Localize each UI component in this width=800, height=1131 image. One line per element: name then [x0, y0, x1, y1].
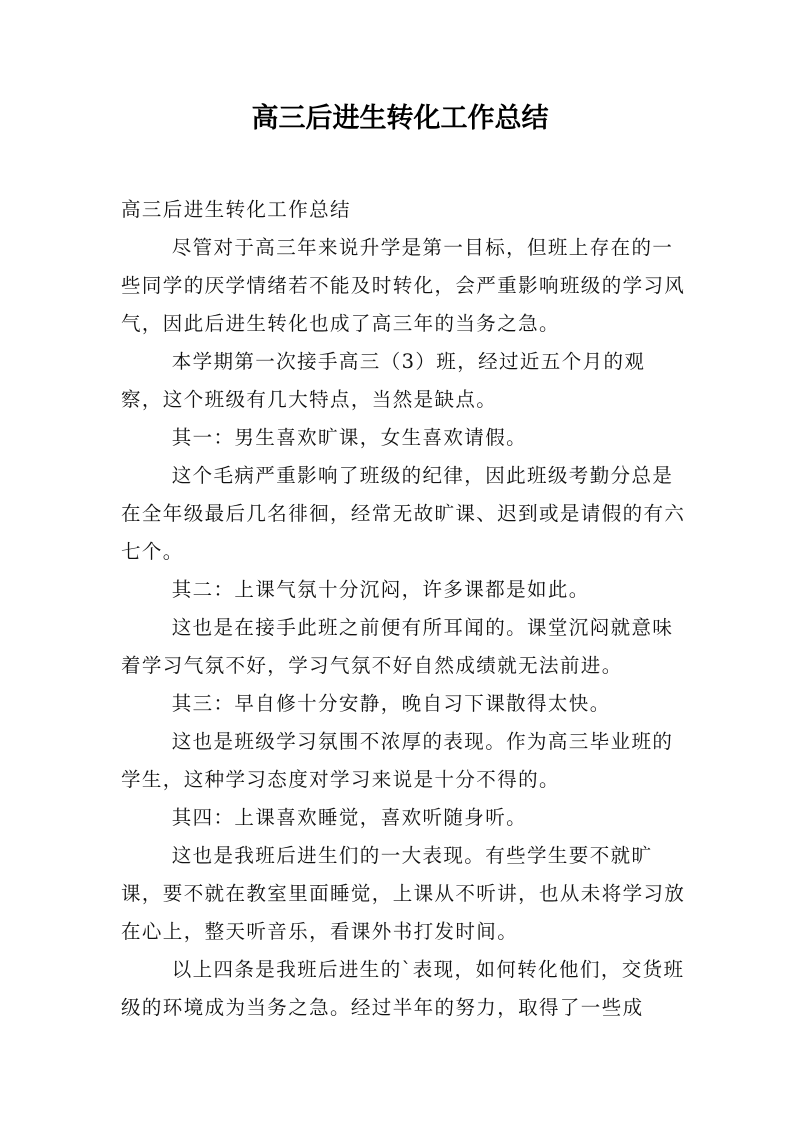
document-title: 高三后进生转化工作总结	[251, 103, 549, 134]
paragraph: 以上四条是我班后进生的`表现，如何转化他们，交货班级的环境成为当务之急。经过半年的努力，取得了一些成	[121, 958, 685, 1019]
paragraph: 这也是班级学习氛围不浓厚的表现。作为高三毕业班的学生，这种学习态度对学习来说是十分不得的。	[121, 730, 674, 791]
paragraph: 其三：早自修十分安静，晚自习下课散得太快。	[171, 692, 611, 715]
paragraph: 这个毛病严重影响了班级的纪律，因此班级考勤分总是在全年级最后几名徘徊，经常无故旷课、迟到或是请假的有六七个。	[121, 464, 686, 563]
paragraph-heading: 高三后进生转化工作总结	[121, 198, 351, 221]
paragraph: 这也是我班后进生们的一大表现。有些学生要不就旷课，要不就在教室里面睡觉，上课从不听讲，也从未将学习放在心上，整天听音乐，看课外书打发时间。	[121, 844, 686, 943]
paragraph: 这也是在接手此班之前便有所耳闻的。课堂沉闷就意味着学习气氛不好，学习气氛不好自然成绩就无法前进。	[121, 616, 674, 677]
paragraph: 本学期第一次接手高三（3）班，经过近五个月的观察，这个班级有几大特点，当然是缺点。	[121, 350, 646, 411]
document-body	[121, 191, 686, 1027]
paragraph: 其四：上课喜欢睡觉，喜欢听随身听。	[171, 806, 527, 829]
paragraph: 其二：上课气氛十分沉闷，许多课都是如此。	[171, 578, 590, 601]
paragraph: 尽管对于高三年来说升学是第一目标，但班上存在的一些同学的厌学情绪若不能及时转化，会严重影响班级的学习风气，因此后进生转化也成了高三年的当务之急。	[121, 236, 686, 335]
paragraph: 其一：男生喜欢旷课，女生喜欢请假。	[171, 426, 527, 449]
